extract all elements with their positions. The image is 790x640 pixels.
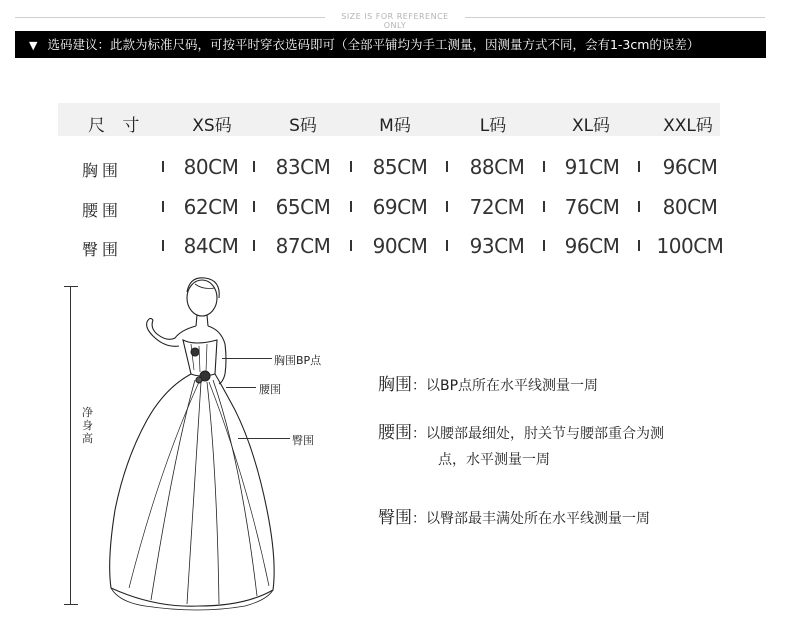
table-cell: 76CM (564, 195, 620, 219)
bust-label: 胸围BP点 (274, 354, 322, 367)
row-separator (253, 240, 255, 251)
table-cell: 91CM (564, 155, 620, 179)
down-triangle-icon: ▼ (29, 39, 38, 52)
table-cell: 80CM (183, 155, 239, 179)
table-cell: 84CM (183, 234, 239, 258)
waist-description (378, 420, 664, 473)
table-cell: 65CM (275, 195, 331, 219)
hip-label: 臀围 (292, 434, 314, 447)
row-separator (638, 161, 640, 172)
height-ruler-top-tick (64, 286, 78, 287)
table-cell: 88CM (469, 155, 525, 179)
waist-term: 腰围 (378, 423, 412, 443)
table-cell: 72CM (469, 195, 525, 219)
row-separator (446, 161, 448, 172)
table-cell: 90CM (372, 234, 428, 258)
row-separator (162, 161, 164, 172)
caption-rule-right (465, 17, 765, 18)
row-separator (253, 201, 255, 212)
row-label-waist: 腰围 (82, 201, 123, 220)
ball-gown-sketch (95, 270, 285, 620)
header-size-xxl: XXL码 (663, 116, 713, 136)
row-separator (253, 161, 255, 172)
hip-leader-line (238, 438, 290, 439)
row-label-hip: 臀围 (82, 240, 123, 259)
table-cell: 69CM (372, 195, 428, 219)
row-separator (638, 201, 640, 212)
row-separator (350, 240, 352, 251)
height-ruler-bottom-tick (64, 604, 78, 605)
table-cell: 96CM (662, 155, 718, 179)
row-separator (543, 161, 545, 172)
row-separator (162, 240, 164, 251)
hip-text: ：以臀部最丰满处所在水平线测量一周 (412, 511, 650, 527)
row-separator (543, 240, 545, 251)
table-cell: 62CM (183, 195, 239, 219)
header-size-label: 尺 寸 (88, 116, 146, 136)
size-advice-banner (15, 31, 766, 58)
waist-text-line2: 点，水平测量一周 (438, 452, 550, 468)
row-separator (446, 240, 448, 251)
waist-label: 腰围 (259, 383, 281, 396)
caption-rule-left (15, 17, 325, 18)
header-size-s: S码 (289, 116, 317, 136)
row-label-bust: 胸围 (82, 161, 123, 180)
hip-term: 臀围 (378, 508, 412, 528)
row-separator (638, 240, 640, 251)
hip-description (378, 505, 650, 532)
row-separator (350, 201, 352, 212)
height-ruler (70, 286, 71, 604)
table-cell: 80CM (662, 195, 718, 219)
header-size-xl: XL码 (571, 116, 611, 136)
waist-leader-line (226, 387, 256, 388)
row-separator (350, 161, 352, 172)
height-label: 净身高 (82, 406, 93, 445)
size-advice-text: 选码建议：此款为标准尺码，可按平时穿衣选码即可（全部平铺均为手工测量，因测量方式不同，会有1-3cm的误差） (47, 37, 700, 52)
table-cell: 93CM (469, 234, 525, 258)
header-size-l: L码 (479, 116, 507, 136)
bust-term: 胸围 (378, 375, 412, 395)
bust-description (378, 372, 598, 399)
caption: SIZE IS FOR REFERENCE ONLY (341, 12, 449, 30)
row-separator (446, 201, 448, 212)
waist-text: ：以腰部最细处，肘关节与腰部重合为测 (412, 426, 664, 442)
table-cell: 83CM (275, 155, 331, 179)
header-size-m: M码 (379, 116, 411, 136)
table-cell: 96CM (564, 234, 620, 258)
bust-leader-line (222, 358, 272, 359)
header-size-xs: XS码 (192, 116, 232, 136)
table-cell: 100CM (656, 234, 724, 258)
row-separator (162, 201, 164, 212)
table-cell: 87CM (275, 234, 331, 258)
bust-text: ：以BP点所在水平线测量一周 (412, 378, 599, 394)
row-separator (543, 201, 545, 212)
table-cell: 85CM (372, 155, 428, 179)
